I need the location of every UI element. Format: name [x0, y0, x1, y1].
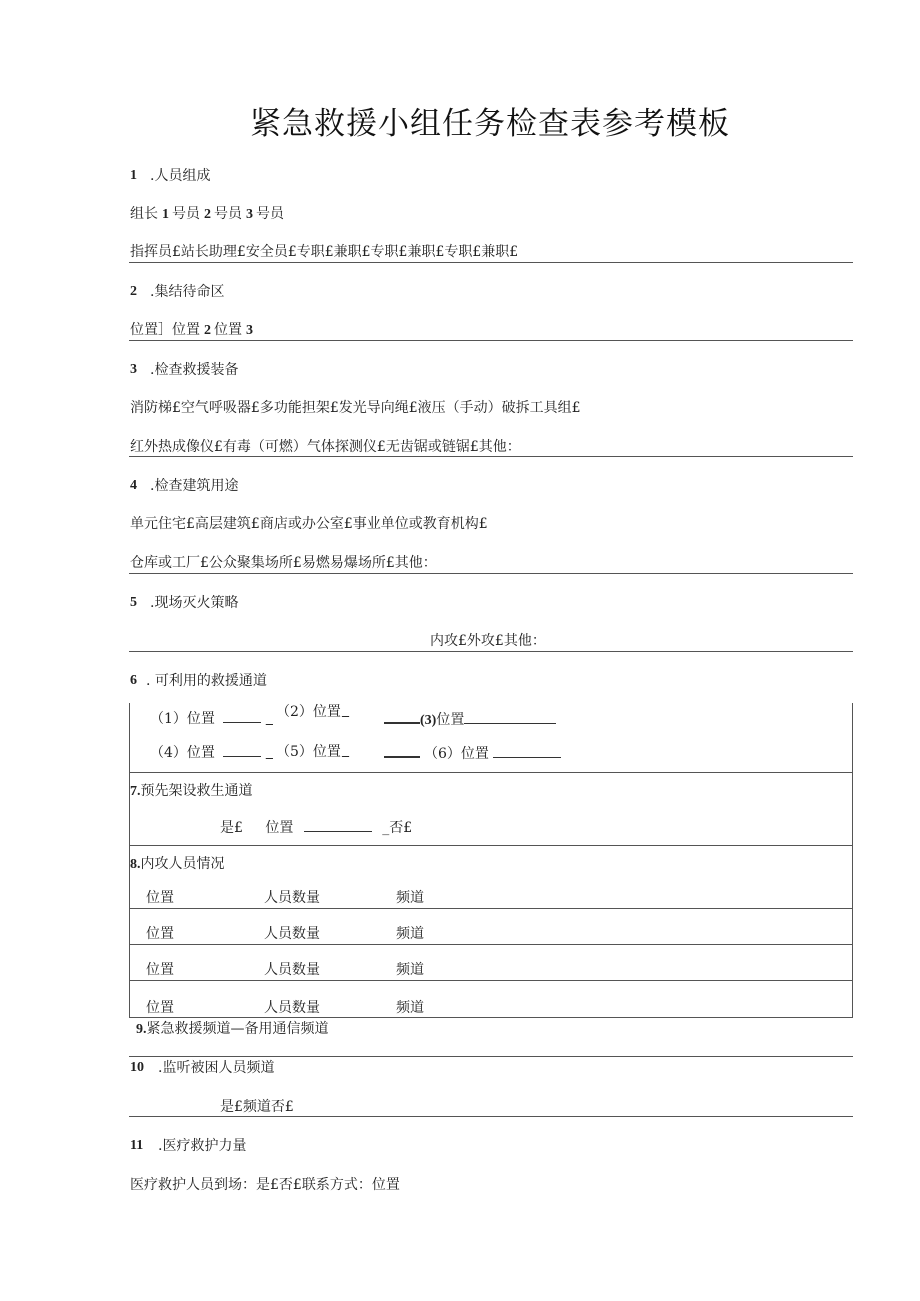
section-7-options[interactable] [220, 818, 412, 837]
divider-5 [129, 651, 853, 652]
section-2-number: 2 [130, 284, 137, 299]
section-10-heading: .监听被困人员频道 [158, 1060, 275, 1076]
section-10-options[interactable]: 是£频道否£ [220, 1099, 294, 1115]
section-11-heading: .医疗救护力量 [158, 1138, 247, 1154]
channel-2-label: （2）位置 [276, 704, 341, 720]
section-5-strategy-options[interactable]: 内攻£外攻£其他： [430, 633, 546, 649]
section-8-heading [130, 855, 225, 874]
section-1-duty-options[interactable]: 指挥员£站长助理£安全员£专职£兼职£专职£兼职£专职£兼职£ [130, 244, 519, 260]
section-8-title: 内攻人员情况 [140, 856, 225, 872]
crew-row-1-position[interactable]: 位置 [146, 890, 174, 906]
section-7-number: 7. [130, 784, 141, 799]
section-4-usage-line-1[interactable]: 单元住宅£高层建筑£商店或办公室£事业单位或教育机构£ [130, 516, 488, 532]
page-title: 紧急救援小组任务检查表参考模板 [250, 106, 730, 142]
crew-row-4-channel[interactable]: 频道 [396, 1000, 424, 1016]
crew-row-1-channel[interactable]: 频道 [396, 890, 424, 906]
role-member-3: 号员 [256, 206, 284, 222]
section-6-number: 6 [130, 673, 137, 688]
role-num-2: 2 [204, 207, 211, 222]
channel-1-blank[interactable] [223, 709, 261, 723]
section-1-number: 1 [130, 168, 137, 183]
position-3-number: 3 [246, 323, 253, 338]
channel-3-number: (3) [420, 713, 437, 728]
channel-1[interactable] [150, 709, 273, 729]
section-2-heading: .集结待命区 [150, 284, 225, 300]
rescue-route-position-label: 位置 [265, 820, 294, 836]
position-3-label: 位置 [214, 322, 242, 338]
channel-3-label: 位置 [436, 712, 465, 728]
section-9-number: 9. [136, 1022, 147, 1037]
divider-2 [129, 340, 853, 341]
section-5-number: 5 [130, 595, 137, 610]
crew-row-divider-2 [129, 944, 853, 945]
table-bottom-border [129, 1017, 853, 1018]
section-2-positions [130, 321, 253, 340]
section-1-roles [130, 205, 284, 224]
role-member-2: 号员 [214, 206, 242, 222]
section-5-heading: .现场灭火策略 [150, 595, 239, 611]
position-2-number: 2 [204, 323, 211, 338]
divider-3 [129, 456, 853, 457]
rescue-route-yes-option[interactable]: 是£ [220, 820, 243, 836]
section-3-equipment-line-2[interactable]: 红外热成像仪£有毒（可燃）气体探测仪£无齿锯或链锯£其他： [130, 439, 521, 455]
section-1-heading: .人员组成 [150, 168, 211, 184]
rescue-route-no-option[interactable]: 否£ [389, 820, 413, 836]
section-4-usage-line-2[interactable]: 仓库或工厂£公众聚集场所£易燃易爆场所£其他： [130, 555, 437, 571]
role-member-1: 号员 [172, 206, 200, 222]
crew-row-2-channel[interactable]: 频道 [396, 926, 424, 942]
channel-4-blank[interactable] [223, 743, 261, 757]
crew-row-2-count[interactable]: 人员数量 [264, 926, 320, 942]
channel-3-blank[interactable] [464, 710, 556, 724]
section-3-heading: .检查救援装备 [150, 362, 239, 378]
section-9-title: 紧急救援频道—备用通信频道 [146, 1021, 329, 1037]
channel-3[interactable] [384, 709, 556, 730]
section-4-heading: .检查建筑用途 [150, 478, 239, 494]
crew-row-divider-3 [129, 980, 853, 981]
divider-10 [129, 1116, 853, 1117]
channel-2-dash: _ [342, 704, 349, 719]
channel-4-label: （4）位置 [150, 745, 215, 761]
channel-3-blank-before[interactable] [384, 709, 420, 724]
section-3-equipment-line-1[interactable]: 消防梯£空气呼吸器£多功能担架£发光导向绳£液压（手动）破拆工具组£ [130, 400, 581, 416]
crew-row-divider-1 [129, 908, 853, 909]
table-right-border [852, 703, 853, 1017]
crew-row-3-count[interactable]: 人员数量 [264, 962, 320, 978]
section-7-heading [130, 782, 253, 801]
section-7-title: 预先架设救生通道 [140, 783, 253, 799]
crew-row-1-count[interactable]: 人员数量 [264, 890, 320, 906]
section-11-number: 11 [130, 1138, 144, 1153]
section-9-heading [136, 1020, 329, 1039]
role-num-1: 1 [162, 207, 169, 222]
rescue-route-dash: _ [382, 820, 390, 836]
crew-row-2-position[interactable]: 位置 [146, 926, 174, 942]
divider-4 [129, 573, 853, 574]
position-1-label: 位置 [130, 322, 158, 338]
channel-6[interactable] [384, 743, 561, 763]
crew-row-3-position[interactable]: 位置 [146, 962, 174, 978]
divider-1 [129, 262, 853, 263]
channel-1-label: （1）位置 [150, 711, 215, 727]
divider-7 [129, 845, 853, 846]
section-10-number: 10 [130, 1060, 144, 1075]
position-2-label: ］位置 [158, 322, 200, 338]
section-8-number: 8. [130, 857, 141, 872]
channel-5-label: （5）位置 [276, 744, 341, 760]
section-3-number: 3 [130, 362, 137, 377]
rescue-route-position-blank[interactable] [304, 818, 372, 832]
crew-row-4-count[interactable]: 人员数量 [264, 1000, 320, 1016]
channel-6-blank-before[interactable] [384, 743, 420, 758]
channel-4[interactable] [150, 743, 273, 763]
crew-row-4-position[interactable]: 位置 [146, 1000, 174, 1016]
channel-6-blank[interactable] [493, 744, 561, 758]
channel-1-dash: _ [265, 712, 273, 727]
channel-5-dash: _ [342, 744, 349, 759]
role-num-3: 3 [246, 207, 253, 222]
divider-9 [129, 1056, 853, 1057]
role-leader: 组长 [130, 206, 158, 222]
section-6-heading: . 可利用的救援通道 [146, 673, 267, 689]
section-11-medical-line[interactable]: 医疗救护人员到场：是£否£联系方式：位置 [130, 1177, 400, 1193]
channel-4-dash: _ [265, 746, 273, 761]
channel-6-label: （6）位置 [424, 746, 489, 762]
divider-6 [129, 772, 853, 773]
section-4-number: 4 [130, 478, 137, 493]
crew-row-3-channel[interactable]: 频道 [396, 962, 424, 978]
